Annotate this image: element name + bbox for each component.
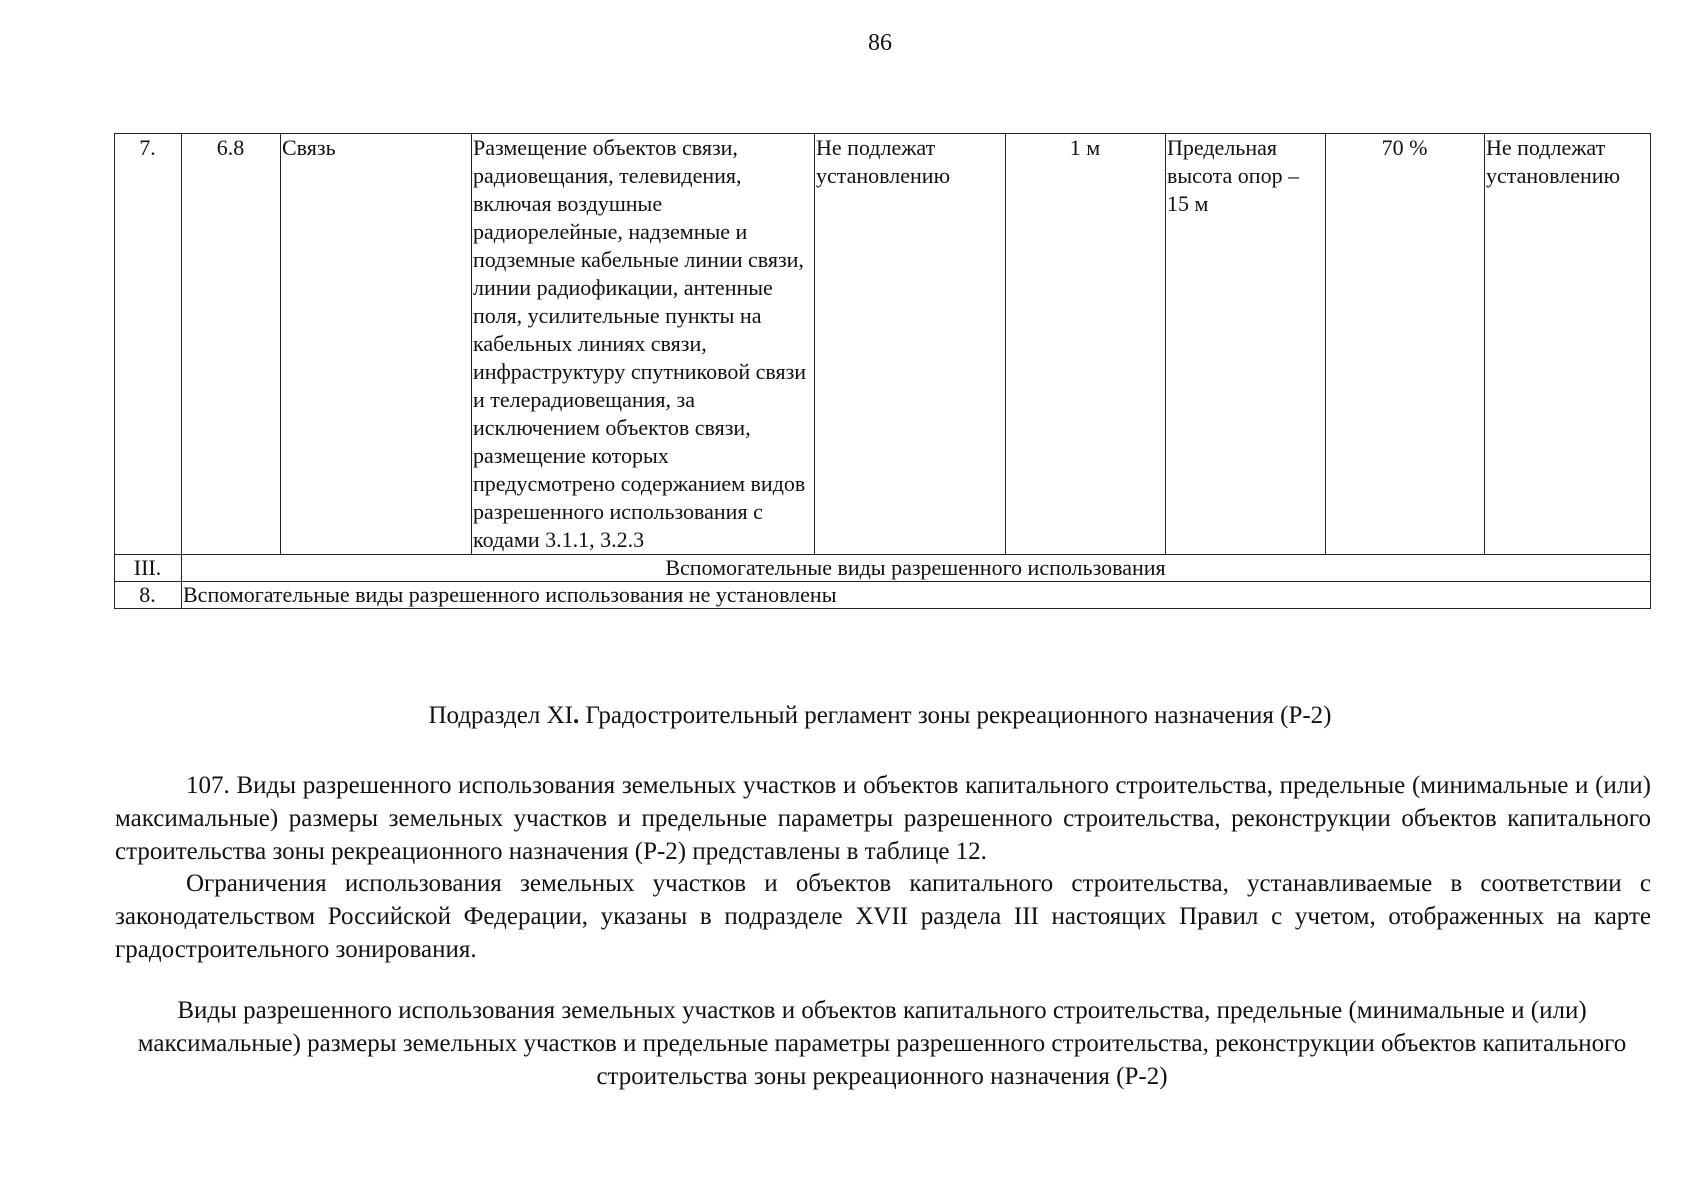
min-indent: 1 м	[1006, 134, 1166, 555]
section-title: Вспомогательные виды разрешенного использования	[182, 555, 1651, 582]
paragraph-restrictions: Ограничения использования земельных участков и объектов капитального строительства, устанавливаемые в соответствии с законодательством Российской Федерации, указаны в подразделе XVII раздела III настоящих Правил с учетом, отображенных на карте градостроительного зонирования.	[115, 870, 1651, 963]
table-caption: Виды разрешенного использования земельных участков и объектов капитального строительства, предельные (минимальные и (или) максимальные) размеры земельных участков и предельные параметры разрешенного строительства, реконструкции объектов капитального строительства зоны рекреационного назначения (Р-2)	[137, 997, 1627, 1090]
use-name: Связь	[281, 134, 472, 555]
page-number: 86	[868, 30, 892, 56]
plot-size-limits: Не подлежат установлению	[815, 134, 1006, 555]
row-number: 7.	[115, 134, 182, 555]
subsection-title: Градостроительный регламент зоны рекреационного назначения (Р-2)	[579, 702, 1332, 729]
subsection-dot: .	[572, 702, 580, 729]
row-number: 8.	[115, 582, 182, 609]
table-row	[115, 134, 1651, 555]
section-row	[115, 555, 1651, 582]
section-number: III.	[115, 555, 182, 582]
max-coverage: 70 %	[1326, 134, 1485, 555]
use-code: 6.8	[182, 134, 281, 555]
subsection-heading	[0, 702, 1697, 730]
subsection-prefix: Подраздел XI	[428, 702, 573, 729]
use-description: Размещение объектов связи, радиовещания, телевидения, включая воздушные радиорелейные, надземные и подземные кабельные линии связи, линии радиофикации, антенные поля, усилительные пункты на кабельных линиях связи, инфраструктуру спутниковой связи и телерадиовещания, за исключением объектов связи, размещение которых предусмотрено содержанием видов разрешенного использования с кодами 3.1.1, 3.2.3	[472, 134, 815, 555]
row-text: Вспомогательные виды разрешенного использования не установлены	[182, 582, 1651, 609]
regulation-table	[114, 133, 1651, 609]
table-row	[115, 582, 1651, 609]
max-height: Предельная высота опор – 15 м	[1166, 134, 1326, 555]
paragraph-107: 107. Виды разрешенного использования земельных участков и объектов капитального строительства, предельные (минимальные и (или) максимальные) размеры земельных участков и предельные параметры разрешенного строительства, реконструкции объектов капитального строительства зоны рекреационного назначения (Р-2) представлены в таблице 12.	[115, 772, 1651, 865]
other-parameters: Не подлежат установлению	[1485, 134, 1651, 555]
